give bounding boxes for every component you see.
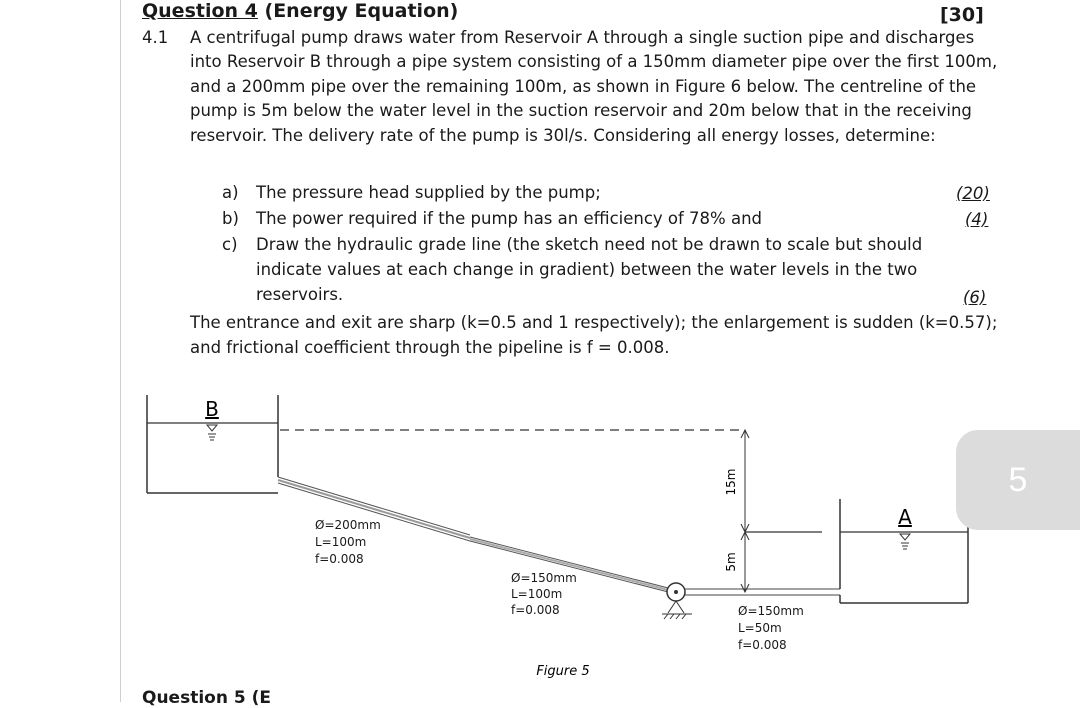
pipe1-friction: f=0.008 bbox=[315, 552, 364, 566]
next-question-heading bbox=[142, 688, 362, 708]
question-total-marks: [30] bbox=[940, 4, 984, 26]
next-question-heading-text: Question 5 (E bbox=[142, 688, 271, 708]
figure-caption: Figure 5 bbox=[536, 664, 590, 679]
reservoir-a-label: A bbox=[898, 505, 912, 529]
pipe-150mm-suction bbox=[685, 589, 840, 595]
question-title-topic: (Energy Equation) bbox=[257, 0, 459, 22]
part-b-text: The power required if the pump has an efficiency of 78% and bbox=[256, 209, 763, 228]
water-level-icon-b bbox=[207, 425, 217, 440]
question-number: 4.1 bbox=[142, 28, 169, 47]
pump bbox=[662, 583, 692, 619]
dimension-15m bbox=[741, 430, 749, 532]
part-a bbox=[222, 180, 1002, 206]
pipe-150mm-delivery bbox=[470, 537, 676, 594]
question-intro: A centrifugal pump draws water from Reservoir A through a single suction pipe and discharges into Reservoir B through a pipe system consisting of a 150mm diameter pipe over the first 100m, and a 200mm pipe over the remaining 100m, as shown in Figure 6 below. The centreline of the pump is 5m below the water level in the suction reservoir and 20m below that in the receiving reservoir. The delivery rate of the pump is 30l/s. Considering all energy losses, determine: bbox=[190, 28, 998, 145]
pipe2-dia: Ø=150mm bbox=[511, 571, 577, 585]
question-title bbox=[142, 0, 458, 22]
question-title-number: Question 4 bbox=[142, 0, 258, 22]
reservoir-b-label: B bbox=[205, 397, 219, 421]
page-number-badge: 5 bbox=[956, 430, 1080, 530]
part-b bbox=[222, 206, 1002, 232]
pipe3-dia: Ø=150mm bbox=[738, 604, 804, 618]
pipe1-dia: Ø=200mm bbox=[315, 518, 381, 532]
pipe3-friction: f=0.008 bbox=[738, 638, 787, 652]
pipe3-length: L=50m bbox=[738, 621, 782, 635]
part-b-label: b) bbox=[222, 209, 239, 228]
dimension-5m bbox=[741, 532, 749, 592]
pipe2-friction: f=0.008 bbox=[511, 603, 560, 617]
part-c-marks: (6) bbox=[963, 288, 987, 307]
part-a-marks: (20) bbox=[956, 184, 990, 203]
water-level-icon-a bbox=[900, 534, 910, 549]
figure-pump-system bbox=[0, 380, 1080, 702]
dimension-5m-label: 5m bbox=[724, 552, 738, 572]
pipe2-length: L=100m bbox=[511, 587, 563, 601]
question-closing: The entrance and exit are sharp (k=0.5 and 1 respectively); the enlargement is sudden (k=0.57); and frictional coefficient through the pipeline is f = 0.008. bbox=[190, 313, 998, 357]
dimension-15m-label: 15m bbox=[724, 468, 738, 496]
part-b-marks: (4) bbox=[965, 210, 989, 229]
part-c-label: c) bbox=[222, 235, 238, 254]
part-c-text: Draw the hydraulic grade line (the sketch need not be drawn to scale but should indicate values at each change in gradient) between the water levels in the two reservoirs. bbox=[256, 235, 923, 304]
part-a-label: a) bbox=[222, 183, 239, 202]
part-a-text: The pressure head supplied by the pump; bbox=[256, 183, 601, 202]
pipe1-length: L=100m bbox=[315, 535, 367, 549]
part-c bbox=[222, 232, 1002, 307]
